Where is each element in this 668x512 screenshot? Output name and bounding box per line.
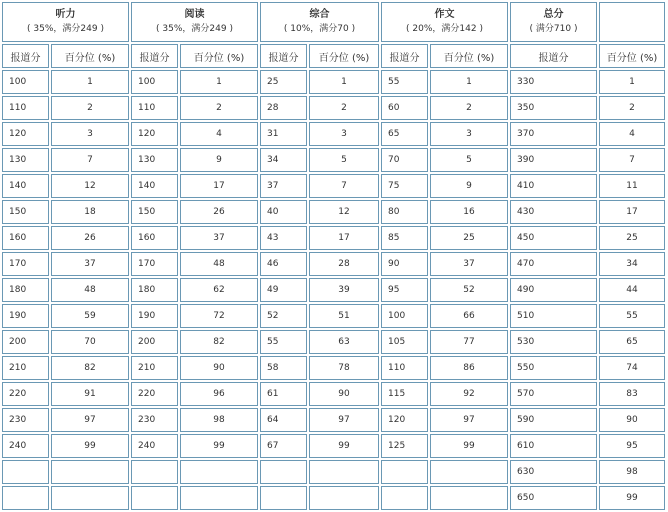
table-cell-percentile: 2 bbox=[599, 96, 665, 120]
table-cell-percentile: 97 bbox=[430, 408, 508, 432]
table-cell-score: 120 bbox=[131, 122, 178, 146]
table-cell-score: 67 bbox=[260, 434, 307, 458]
table-row bbox=[2, 434, 665, 458]
table-cell-percentile: 1 bbox=[180, 70, 258, 94]
table-cell-score: 110 bbox=[381, 356, 428, 380]
table-cell-percentile: 18 bbox=[51, 200, 129, 224]
table-cell-percentile: 99 bbox=[51, 434, 129, 458]
section-integrated bbox=[260, 2, 379, 42]
column-header-reported-score: 报道分 bbox=[510, 44, 597, 68]
table-cell-percentile bbox=[309, 460, 379, 484]
table-cell-percentile: 9 bbox=[430, 174, 508, 198]
table-cell-score: 28 bbox=[260, 96, 307, 120]
table-cell-score: 52 bbox=[260, 304, 307, 328]
table-cell-score bbox=[2, 460, 49, 484]
table-row bbox=[2, 252, 665, 276]
table-row bbox=[2, 356, 665, 380]
table-cell-percentile: 90 bbox=[309, 382, 379, 406]
table-cell-percentile bbox=[430, 460, 508, 484]
table-cell-percentile: 83 bbox=[599, 382, 665, 406]
column-header-row bbox=[2, 44, 665, 68]
table-cell-score: 370 bbox=[510, 122, 597, 146]
table-cell-percentile: 92 bbox=[430, 382, 508, 406]
table-cell-percentile bbox=[51, 486, 129, 510]
table-cell-score: 550 bbox=[510, 356, 597, 380]
table-row bbox=[2, 96, 665, 120]
table-cell-percentile: 99 bbox=[599, 486, 665, 510]
section-title: 综合 bbox=[309, 9, 330, 20]
table-cell-score: 230 bbox=[2, 408, 49, 432]
table-cell-percentile: 37 bbox=[180, 226, 258, 250]
section-title: 总分 bbox=[543, 9, 564, 20]
table-cell-score: 350 bbox=[510, 96, 597, 120]
table-cell-score: 43 bbox=[260, 226, 307, 250]
table-cell-score: 120 bbox=[2, 122, 49, 146]
table-cell-percentile: 2 bbox=[430, 96, 508, 120]
column-header-reported-score: 报道分 bbox=[381, 44, 428, 68]
table-cell-score: 410 bbox=[510, 174, 597, 198]
table-cell-score: 100 bbox=[381, 304, 428, 328]
table-cell-score: 530 bbox=[510, 330, 597, 354]
table-cell-percentile: 52 bbox=[430, 278, 508, 302]
table-cell-percentile: 97 bbox=[51, 408, 129, 432]
table-cell-percentile: 26 bbox=[180, 200, 258, 224]
table-cell-percentile: 28 bbox=[309, 252, 379, 276]
table-cell-percentile: 70 bbox=[51, 330, 129, 354]
table-cell-percentile: 3 bbox=[430, 122, 508, 146]
table-cell-percentile: 91 bbox=[51, 382, 129, 406]
table-cell-score: 150 bbox=[131, 200, 178, 224]
table-body bbox=[2, 70, 665, 510]
column-header-percentile: 百分位 (%) bbox=[180, 44, 258, 68]
table-cell-percentile: 9 bbox=[180, 148, 258, 172]
column-header-reported-score: 报道分 bbox=[2, 44, 49, 68]
section-subtitle: ( 35%，满分249 ) bbox=[27, 24, 104, 34]
table-cell-score: 49 bbox=[260, 278, 307, 302]
section-total bbox=[510, 2, 597, 42]
table-cell-score: 85 bbox=[381, 226, 428, 250]
table-cell-score bbox=[381, 486, 428, 510]
table-cell-percentile bbox=[180, 460, 258, 484]
table-cell-score: 115 bbox=[381, 382, 428, 406]
table-row bbox=[2, 278, 665, 302]
section-reading bbox=[131, 2, 258, 42]
table-cell-percentile: 66 bbox=[430, 304, 508, 328]
table-cell-percentile bbox=[51, 460, 129, 484]
table-cell-percentile: 99 bbox=[430, 434, 508, 458]
table-cell-score: 240 bbox=[131, 434, 178, 458]
table-cell-percentile: 72 bbox=[180, 304, 258, 328]
table-cell-score: 70 bbox=[381, 148, 428, 172]
table-cell-score: 55 bbox=[381, 70, 428, 94]
table-cell-percentile bbox=[309, 486, 379, 510]
table-cell-score: 190 bbox=[131, 304, 178, 328]
table-cell-percentile: 5 bbox=[309, 148, 379, 172]
table-cell-score: 610 bbox=[510, 434, 597, 458]
table-row bbox=[2, 408, 665, 432]
table-cell-score: 470 bbox=[510, 252, 597, 276]
table-cell-score: 130 bbox=[131, 148, 178, 172]
table-cell-percentile: 1 bbox=[430, 70, 508, 94]
table-cell-percentile: 17 bbox=[309, 226, 379, 250]
table-cell-percentile: 5 bbox=[430, 148, 508, 172]
column-header-reported-score: 报道分 bbox=[260, 44, 307, 68]
table-cell-score bbox=[131, 460, 178, 484]
column-header-percentile: 百分位 (%) bbox=[309, 44, 379, 68]
section-subtitle: ( 满分710 ) bbox=[529, 24, 578, 34]
table-cell-score: 630 bbox=[510, 460, 597, 484]
section-header-row bbox=[2, 2, 665, 42]
table-cell-percentile: 39 bbox=[309, 278, 379, 302]
table-cell-percentile: 1 bbox=[599, 70, 665, 94]
table-cell-percentile: 34 bbox=[599, 252, 665, 276]
table-cell-percentile: 44 bbox=[599, 278, 665, 302]
table-cell-score: 180 bbox=[131, 278, 178, 302]
table-cell-score: 160 bbox=[2, 226, 49, 250]
table-row bbox=[2, 304, 665, 328]
table-row bbox=[2, 70, 665, 94]
table-cell-percentile: 3 bbox=[309, 122, 379, 146]
table-cell-percentile: 96 bbox=[180, 382, 258, 406]
table-cell-score: 120 bbox=[381, 408, 428, 432]
table-row bbox=[2, 174, 665, 198]
table-cell-percentile: 59 bbox=[51, 304, 129, 328]
table-cell-score: 210 bbox=[131, 356, 178, 380]
table-cell-score: 160 bbox=[131, 226, 178, 250]
table-cell-score: 330 bbox=[510, 70, 597, 94]
table-cell-percentile: 86 bbox=[430, 356, 508, 380]
table-cell-score: 590 bbox=[510, 408, 597, 432]
table-cell-percentile: 62 bbox=[180, 278, 258, 302]
table-cell-percentile: 99 bbox=[309, 434, 379, 458]
table-cell-percentile: 51 bbox=[309, 304, 379, 328]
section-writing bbox=[381, 2, 508, 42]
table-cell-score: 105 bbox=[381, 330, 428, 354]
table-cell-score: 570 bbox=[510, 382, 597, 406]
table-cell-score: 75 bbox=[381, 174, 428, 198]
table-cell-percentile: 90 bbox=[180, 356, 258, 380]
table-cell-percentile: 48 bbox=[51, 278, 129, 302]
table-cell-score: 150 bbox=[2, 200, 49, 224]
table-cell-score: 95 bbox=[381, 278, 428, 302]
table-row bbox=[2, 148, 665, 172]
table-cell-percentile bbox=[180, 486, 258, 510]
table-cell-score: 37 bbox=[260, 174, 307, 198]
table-row bbox=[2, 382, 665, 406]
table-cell-score: 130 bbox=[2, 148, 49, 172]
table-cell-score: 200 bbox=[2, 330, 49, 354]
table-cell-score: 80 bbox=[381, 200, 428, 224]
table-cell-score: 170 bbox=[2, 252, 49, 276]
table-cell-score: 390 bbox=[510, 148, 597, 172]
table-cell-percentile: 2 bbox=[180, 96, 258, 120]
table-cell-percentile: 2 bbox=[309, 96, 379, 120]
table-cell-percentile: 11 bbox=[599, 174, 665, 198]
table-cell-score: 650 bbox=[510, 486, 597, 510]
table-cell-percentile: 74 bbox=[599, 356, 665, 380]
table-row bbox=[2, 226, 665, 250]
table-cell-percentile: 17 bbox=[599, 200, 665, 224]
table-cell-score bbox=[2, 486, 49, 510]
table-cell-score: 46 bbox=[260, 252, 307, 276]
table-cell-score: 170 bbox=[131, 252, 178, 276]
table-cell-percentile: 12 bbox=[51, 174, 129, 198]
table-cell-percentile: 98 bbox=[180, 408, 258, 432]
table-cell-score bbox=[260, 486, 307, 510]
table-cell-score: 190 bbox=[2, 304, 49, 328]
table-cell-score bbox=[260, 460, 307, 484]
table-cell-percentile: 1 bbox=[51, 70, 129, 94]
table-cell-score: 240 bbox=[2, 434, 49, 458]
table-cell-percentile: 7 bbox=[309, 174, 379, 198]
table-cell-score: 200 bbox=[131, 330, 178, 354]
table-cell-score: 110 bbox=[131, 96, 178, 120]
table-row bbox=[2, 330, 665, 354]
table-cell-score: 180 bbox=[2, 278, 49, 302]
table-cell-percentile: 26 bbox=[51, 226, 129, 250]
table-cell-score: 64 bbox=[260, 408, 307, 432]
table-cell-score: 100 bbox=[131, 70, 178, 94]
table-cell-percentile: 16 bbox=[430, 200, 508, 224]
section-listening bbox=[2, 2, 129, 42]
section-subtitle: ( 20%，满分142 ) bbox=[406, 24, 483, 34]
table-cell-percentile: 95 bbox=[599, 434, 665, 458]
table-cell-percentile: 3 bbox=[51, 122, 129, 146]
table-row bbox=[2, 486, 665, 510]
empty-header-cell bbox=[599, 2, 665, 42]
table-cell-percentile: 65 bbox=[599, 330, 665, 354]
section-title: 作文 bbox=[434, 9, 455, 20]
table-cell-score: 110 bbox=[2, 96, 49, 120]
column-header-percentile: 百分位 (%) bbox=[599, 44, 665, 68]
table-cell-percentile: 2 bbox=[51, 96, 129, 120]
table-cell-score: 450 bbox=[510, 226, 597, 250]
table-cell-score: 58 bbox=[260, 356, 307, 380]
table-cell-score: 210 bbox=[2, 356, 49, 380]
table-cell-score bbox=[381, 460, 428, 484]
table-cell-score: 65 bbox=[381, 122, 428, 146]
table-cell-percentile: 12 bbox=[309, 200, 379, 224]
table-cell-score: 55 bbox=[260, 330, 307, 354]
table-cell-score: 430 bbox=[510, 200, 597, 224]
table-cell-percentile: 82 bbox=[180, 330, 258, 354]
table-cell-score: 125 bbox=[381, 434, 428, 458]
table-cell-score: 25 bbox=[260, 70, 307, 94]
table-cell-percentile: 37 bbox=[430, 252, 508, 276]
table-cell-percentile: 25 bbox=[599, 226, 665, 250]
table-row bbox=[2, 122, 665, 146]
table-cell-percentile: 48 bbox=[180, 252, 258, 276]
table-cell-score: 61 bbox=[260, 382, 307, 406]
table-cell-score: 230 bbox=[131, 408, 178, 432]
table-cell-percentile: 90 bbox=[599, 408, 665, 432]
section-subtitle: ( 10%，满分70 ) bbox=[283, 24, 356, 34]
section-title: 阅读 bbox=[184, 9, 205, 20]
table-cell-score: 40 bbox=[260, 200, 307, 224]
table-cell-score: 220 bbox=[2, 382, 49, 406]
table-row bbox=[2, 200, 665, 224]
table-row bbox=[2, 460, 665, 484]
table-cell-percentile: 55 bbox=[599, 304, 665, 328]
table-cell-percentile bbox=[430, 486, 508, 510]
table-cell-score: 31 bbox=[260, 122, 307, 146]
table-cell-score: 490 bbox=[510, 278, 597, 302]
table-cell-percentile: 99 bbox=[180, 434, 258, 458]
table-cell-percentile: 97 bbox=[309, 408, 379, 432]
table-cell-percentile: 25 bbox=[430, 226, 508, 250]
table-cell-percentile: 7 bbox=[51, 148, 129, 172]
table-cell-percentile: 78 bbox=[309, 356, 379, 380]
table-cell-percentile: 4 bbox=[599, 122, 665, 146]
table-cell-score: 220 bbox=[131, 382, 178, 406]
table-cell-score: 140 bbox=[2, 174, 49, 198]
section-title: 听力 bbox=[55, 9, 76, 20]
section-subtitle: ( 35%，满分249 ) bbox=[156, 24, 233, 34]
table-cell-score: 510 bbox=[510, 304, 597, 328]
table-cell-score: 90 bbox=[381, 252, 428, 276]
table-cell-percentile: 82 bbox=[51, 356, 129, 380]
table-cell-score: 100 bbox=[2, 70, 49, 94]
table-cell-score bbox=[131, 486, 178, 510]
table-cell-percentile: 4 bbox=[180, 122, 258, 146]
table-cell-percentile: 1 bbox=[309, 70, 379, 94]
table-cell-percentile: 17 bbox=[180, 174, 258, 198]
table-cell-percentile: 7 bbox=[599, 148, 665, 172]
table-cell-percentile: 37 bbox=[51, 252, 129, 276]
table-cell-percentile: 63 bbox=[309, 330, 379, 354]
table-cell-percentile: 77 bbox=[430, 330, 508, 354]
column-header-percentile: 百分位 (%) bbox=[51, 44, 129, 68]
column-header-percentile: 百分位 (%) bbox=[430, 44, 508, 68]
table-cell-percentile: 98 bbox=[599, 460, 665, 484]
table-cell-score: 34 bbox=[260, 148, 307, 172]
table-cell-score: 140 bbox=[131, 174, 178, 198]
table-cell-score: 60 bbox=[381, 96, 428, 120]
column-header-reported-score: 报道分 bbox=[131, 44, 178, 68]
